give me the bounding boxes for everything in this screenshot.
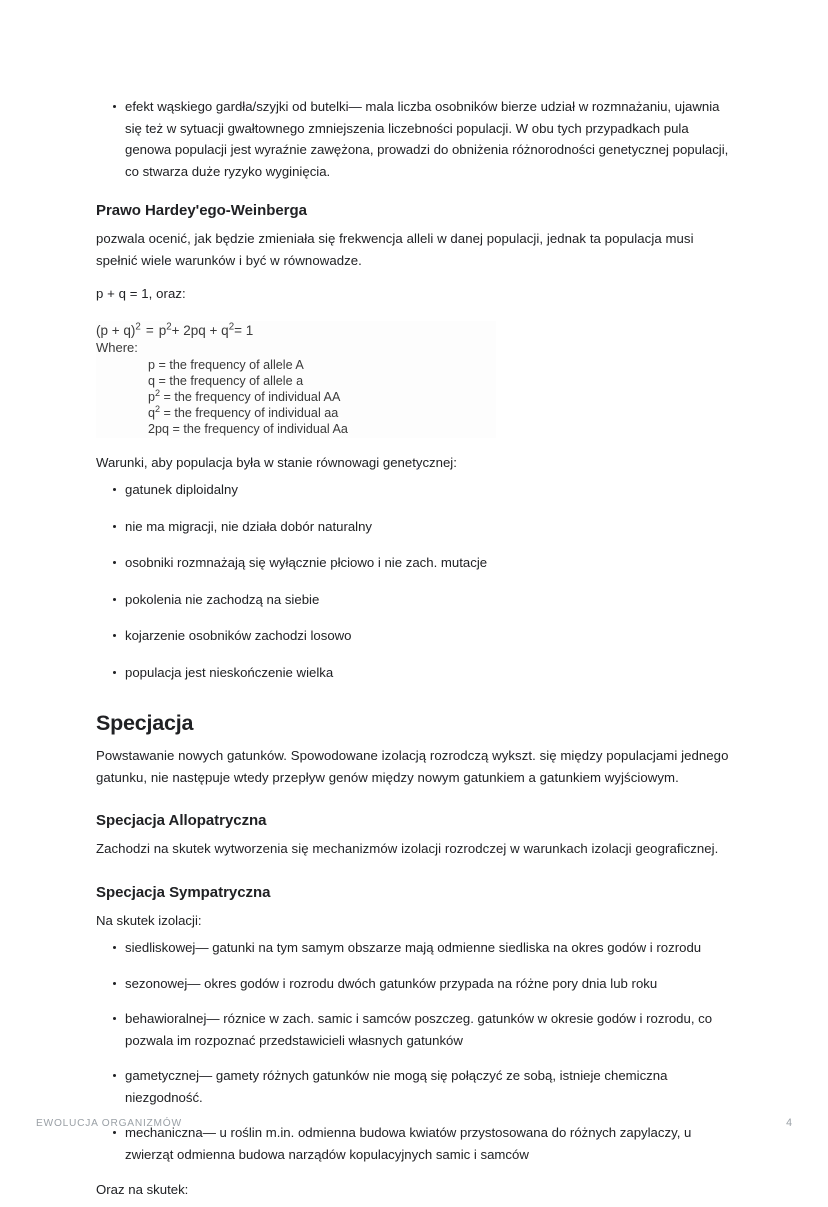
equation-text-line: p + q = 1, oraz: [96, 286, 186, 301]
formula-definition [148, 373, 496, 389]
formula-rhs-q-exponent: 2 [228, 321, 235, 332]
list-item [96, 552, 736, 574]
formula-rhs-p: p [158, 322, 167, 338]
paragraph-hardy-weinberg: pozwala ocenić, jak będzie zmieniała się frekwencja alleli w danej populacji, jednak ta populacja musi spełnić wiele warunków i być w równowadze. [96, 231, 694, 268]
formula-lhs: (p + q) [96, 322, 136, 338]
genetic-drift-bullet-list [96, 96, 736, 182]
bullet-text: nie ma migracji, nie działa dobór naturalny [125, 518, 373, 534]
bullet-text: osobniki rozmnażają się wyłącznie płciowo i nie zach. mutacje [125, 555, 488, 571]
formula-rhs-end: = 1 [234, 322, 254, 338]
bullet-text: kojarzenie osobników zachodzi losowo [125, 628, 352, 644]
bullet-text: gametycznej— gamety różnych gatunków nie mogą się połączyć ze sobą, istnieje chemiczna niezgodność. [125, 1068, 668, 1105]
bullet-text: behawioralnej— róznice w zach. samic i samców poszczeg. gatunków w okresie godów i rozrodu, co pozwala im rozpoznać przedstawicieli własnych gatunków [125, 1011, 713, 1048]
bullet-text: gatunek diploidalny [125, 482, 238, 498]
definition-exponent: 2 [155, 387, 161, 398]
list-item [96, 625, 736, 647]
bullet-text: populacja jest nieskończenie wielka [125, 664, 334, 680]
list-item [96, 973, 736, 995]
definition-term: p [148, 357, 156, 372]
list-item [96, 1008, 736, 1051]
footer-page-number: 4 [786, 1117, 792, 1129]
bullet-text: efekt wąskiego gardła/szyjki od butelki— mala liczba osobników bierze udział w rozmnażaniu, ujawnia się też w sytuacji gwałtownego zmniejszenia liczebności populacji. W obu tych przypadkach pula genowa populacji jest wyraźnie zawężona, prowadzi do obniżenia różnorodności genetycznej populacji, co stwarza duże ryzyko wyginięcia. [125, 99, 729, 179]
formula-rhs-p-exponent: 2 [166, 321, 172, 332]
heading-specjacja: Specjacja [96, 711, 194, 736]
bullet-text: sezonowej— okres godów i rozrodu dwóch gatunków przypada na różne pory dnia lub roku [125, 975, 658, 991]
definition-term: q [148, 373, 156, 388]
list-item [96, 479, 736, 501]
bullet-text: mechaniczna— u roślin m.in. odmienna budowa kwiatów przystosowana do różnych zapylaczy, u zwierząt odmienna budowa narządów kopulacyjnych samic i samców [125, 1125, 692, 1162]
formula-lhs-exponent: 2 [135, 321, 141, 332]
list-item [96, 662, 736, 684]
isolation-lead-in: Na skutek izolacji: [96, 912, 202, 928]
formula-definition [148, 405, 496, 421]
conditions-lead-in: Warunki, aby populacja była w stanie równowagi genetycznej: [96, 454, 457, 470]
formula-main-equation [96, 321, 496, 340]
heading-specjacja-sympatryczna: Specjacja Sympatryczna [96, 883, 271, 901]
formula-definition [148, 389, 496, 405]
heading-specjacja-allopatryczna: Specjacja Allopatryczna [96, 812, 267, 830]
definition-term: p [148, 389, 156, 404]
list-item [96, 937, 736, 959]
equilibrium-conditions-list [96, 479, 736, 683]
formula-where-label: Where: [96, 339, 138, 355]
definition-text: = the frequency of individual aa [160, 406, 339, 421]
closing-lead-in: Oraz na skutek: [96, 1182, 189, 1198]
heading-hardy-weinberg: Prawo Hardey'ego-Weinberga [96, 202, 307, 219]
formula-rhs-middle: + 2pq + q [171, 322, 229, 338]
footer-document-title: EWOLUCJA ORGANIZMÓW [36, 1117, 182, 1129]
isolation-types-list [96, 937, 736, 1165]
definition-text: = the frequency of individual AA [160, 389, 341, 404]
definition-term: q [148, 406, 156, 421]
formula-definition [148, 421, 496, 437]
definition-text: = the frequency of individual Aa [169, 422, 348, 437]
list-item [96, 96, 736, 182]
definition-term: 2pq [148, 422, 170, 437]
formula-definition [148, 357, 496, 373]
bullet-text: pokolenia nie zachodzą na siebie [125, 591, 320, 607]
list-item [96, 516, 736, 538]
hardy-weinberg-formula-image [96, 321, 496, 438]
formula-equals: = [145, 322, 154, 338]
definition-text: = the frequency of allele A [155, 357, 304, 372]
list-item [96, 589, 736, 611]
list-item [96, 1065, 736, 1108]
bullet-text: siedliskowej— gatunki na tym samym obszarze mają odmienne siedliska na okres godów i rozrodu [125, 940, 702, 956]
paragraph-specjacja: Powstawanie nowych gatunków. Spowodowane izolacją rozrodczą wykszt. się między populacjami jednego gatunku, nie następuje wtedy przepływ genów między nowym gatunkiem a gatunkiem wyjściowym. [96, 748, 729, 785]
formula-definition-list [148, 357, 496, 438]
page-content [96, 96, 736, 1207]
page-footer [36, 1117, 792, 1129]
definition-exponent: 2 [155, 403, 161, 414]
definition-text: = the frequency of allele a [155, 373, 304, 388]
paragraph-specjacja-allopatryczna: Zachodzi na skutek wytworzenia się mechanizmów izolacji rozrodczej w warunkach izolacji geograficznej. [96, 841, 719, 857]
